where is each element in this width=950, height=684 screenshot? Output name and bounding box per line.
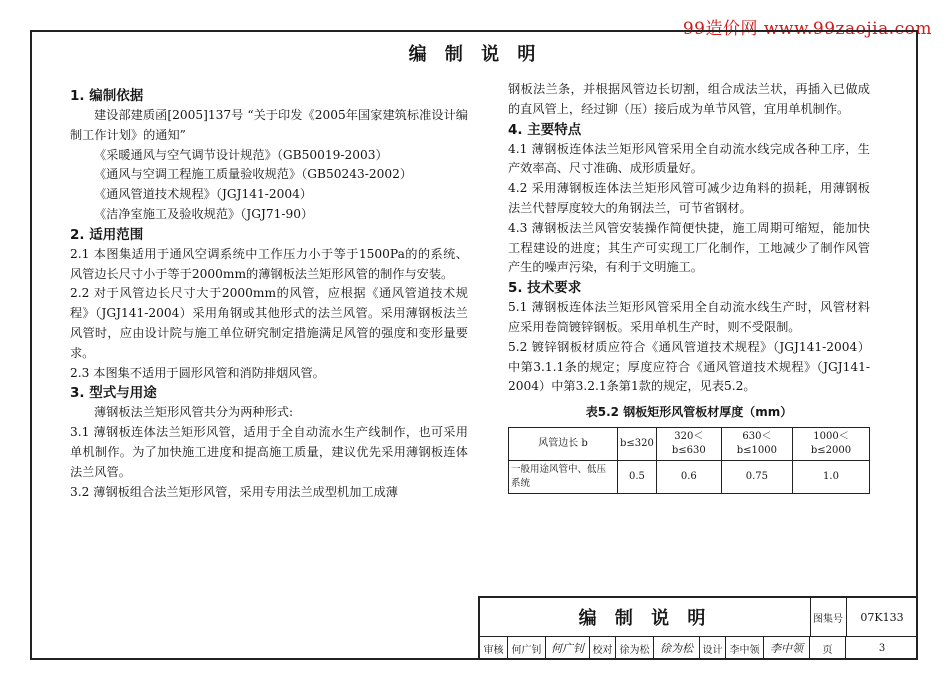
thickness-table bbox=[508, 427, 870, 494]
table-header-cell: 风管边长 b bbox=[509, 427, 618, 460]
table-cell: 1.0 bbox=[793, 460, 870, 493]
section-5-2: 5.2 镀锌钢板材质应符合《通风管道技术规程》（JGJ141-2004）中第3.1.1条的规定；厚度应符合《通风管道技术规程》（JGJ141-2004）中第3.2.1条第1款的规定，见表5.2。 bbox=[508, 339, 870, 394]
proofread-signature: 徐为松 bbox=[654, 636, 700, 660]
table-cell: 0.6 bbox=[656, 460, 721, 493]
reference-item: 《通风与空调工程施工质量验收规范》（GB50243-2002） bbox=[94, 167, 413, 182]
title-block-title: 编 制 说 明 bbox=[480, 598, 811, 637]
page-label: 页 bbox=[810, 636, 846, 660]
page-number: 3 bbox=[878, 642, 886, 654]
right-column bbox=[508, 80, 870, 494]
proofread-name: 徐为松 bbox=[616, 636, 654, 660]
section-3-intro: 薄钢板法兰矩形风管共分为两种形式: bbox=[94, 405, 294, 420]
review-signature: 何广钊 bbox=[546, 636, 590, 660]
section-3-1: 3.1 薄钢板连体法兰矩形风管，适用于全自动流水生产线制作，也可采用单机制作。为了加快施工进度和提高施工质量，建议优先采用薄钢板连体法兰风管。 bbox=[70, 425, 468, 479]
section-3-2: 3.2 薄钢板组合法兰矩形风管，采用专用法兰成型机加工成薄 bbox=[70, 484, 398, 499]
design-name: 李中领 bbox=[726, 636, 764, 660]
section-2-3: 2.3 本图集不适用于圆形风管和消防排烟风管。 bbox=[70, 365, 325, 380]
section-3-heading: 3. 型式与用途 bbox=[70, 385, 157, 402]
design-label: 设计 bbox=[700, 636, 726, 660]
left-column bbox=[70, 86, 468, 502]
table-cell: 0.5 bbox=[618, 460, 657, 493]
section-5-1: 5.1 薄钢板连体法兰矩形风管采用全自动流水线生产时，风管材料应采用卷筒镀锌钢板。采用单机生产时，则不受限制。 bbox=[508, 300, 870, 334]
table-title: 表5.2 钢板矩形风管板材厚度（mm） bbox=[585, 405, 793, 420]
table-header-cell: 630＜b≤1000 bbox=[721, 427, 792, 460]
table-header-cell: 1000＜b≤2000 bbox=[793, 427, 870, 460]
section-4-3: 4.3 薄钢板法兰风管安装操作简便快捷，施工周期可缩短，能加快工程建设的进度；其生产可实现工厂化制作，工地减少了制作风管产生的噪声污染，有利于文明施工。 bbox=[508, 220, 870, 275]
section-4-heading: 4. 主要特点 bbox=[508, 121, 582, 138]
proofread-label: 校对 bbox=[590, 636, 616, 660]
table-header-row bbox=[509, 427, 870, 460]
atlas-number-value: 07K133 bbox=[846, 598, 918, 637]
title-block bbox=[478, 596, 918, 660]
section-1-paragraph: 建设部建质函[2005]137号 “关于印发《2005年国家建筑标准设计编制工作计划》的通知” bbox=[70, 108, 468, 142]
section-2-heading: 2. 适用范围 bbox=[70, 226, 144, 243]
review-name: 何广钊 bbox=[508, 636, 546, 660]
atlas-number-label: 图集号 bbox=[810, 598, 847, 637]
signature-row bbox=[480, 636, 918, 660]
reference-item: 《通风管道技术规程》（JGJ141-2004） bbox=[94, 187, 313, 202]
table-row bbox=[509, 460, 870, 493]
section-4-2: 4.2 采用薄钢板连体法兰矩形风管可减少边角料的损耗，用薄钢板法兰代替厚度较大的角钢法兰，可节省钢材。 bbox=[508, 181, 870, 215]
section-2-1: 2.1 本图集适用于通风空调系统中工作压力小于等于1500Pa的的系统、风管边长尺寸小于等于2000mm的薄钢板法兰矩形风管的制作与安装。 bbox=[70, 246, 468, 281]
section-5-heading: 5. 技术要求 bbox=[508, 280, 582, 297]
table-cell: 0.75 bbox=[721, 460, 792, 493]
design-signature: 李中领 bbox=[764, 636, 810, 660]
table-header-cell: b≤320 bbox=[618, 427, 657, 460]
review-label: 审核 bbox=[480, 636, 508, 660]
reference-item: 《采暖通风与空气调节设计规范》（GB50019-2003） bbox=[94, 147, 388, 162]
section-2-2: 2.2 对于风管边长尺寸大于2000mm的风管，应根据《通风管道技术规程》（JGJ141-2004）采用角钢或其他形式的法兰风管。采用薄钢板法兰风管时，应由设计院与施工单位研究制定措施满足风管的强度和变形量要求。 bbox=[70, 286, 468, 360]
page-title: 编 制 说 明 bbox=[408, 44, 542, 65]
section-4-1: 4.1 薄钢板连体法兰矩形风管采用全自动流水线完成各种工序，生产效率高、尺寸准确、成形质量好。 bbox=[508, 141, 870, 176]
table-header-cell: 320＜b≤630 bbox=[656, 427, 721, 460]
section-3-2-continued: 钢板法兰条，并根据风管边长切割，组合成法兰状，再插入已做成的直风管上，经过铆（压）接后成为单节风管，宜用单机制作。 bbox=[508, 82, 870, 116]
section-1-heading: 1. 编制依据 bbox=[70, 88, 144, 104]
site-watermark: 99造价网 www.99zaojia.com bbox=[682, 19, 932, 39]
table-row-label: 一般用途风管中、低压系统 bbox=[509, 460, 618, 493]
reference-item: 《洁净室施工及验收规范》（JGJ71-90） bbox=[94, 206, 314, 221]
